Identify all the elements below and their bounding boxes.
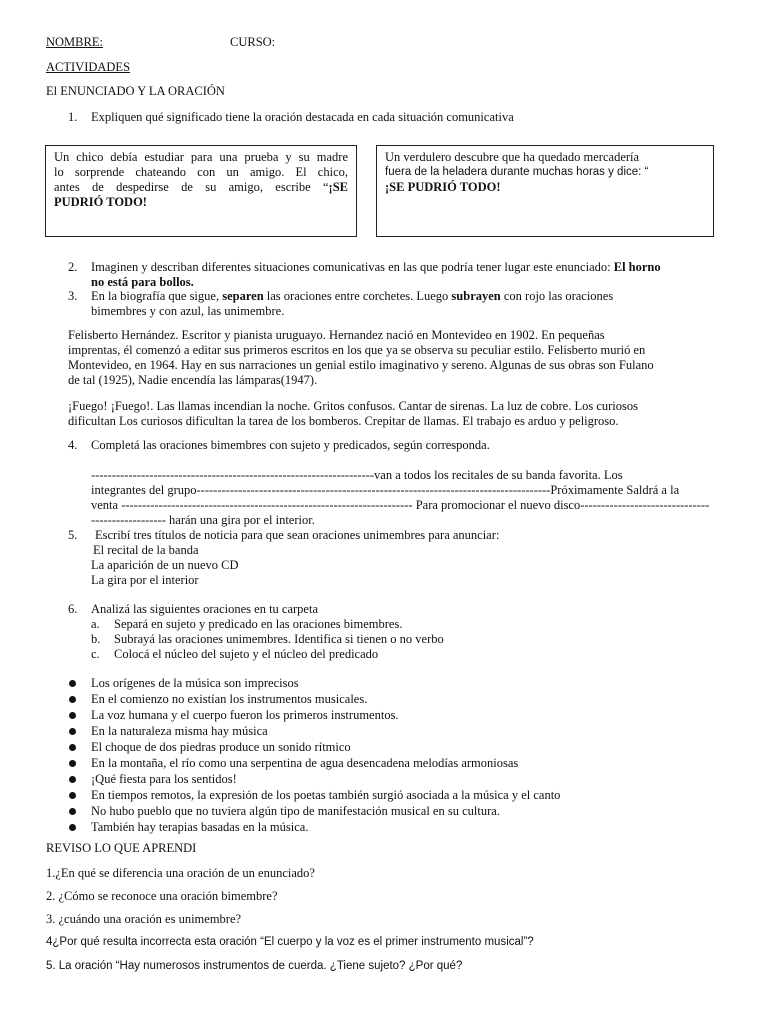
list-item [0,740,768,756]
bio-line: de tal (1925), Nadie encendía las lámparas(1947). [68,373,318,387]
q6-text: Analizá las siguientes oraciones en tu carpeta [91,602,318,616]
q2-text [91,260,661,275]
list-item-text: No hubo pueblo que no tuviera algún tipo de manifestación musical en su cultura. [91,804,500,818]
list-item-text: El choque de dos piedras produce un sonido rítmico [91,740,351,754]
q4-text: Completá las oraciones bimembres con sujeto y predicados, según corresponda. [91,438,490,452]
list-item [0,724,768,740]
list-item-text: También hay terapias basadas en la música. [91,820,309,834]
bullet-dot [69,792,76,799]
review-question: 3. ¿cuándo una oración es unimembre? [46,912,242,926]
name-label: NOMBRE: [46,35,103,49]
review-question: 5. La oración “Hay numerosos instrumentos de cuerda. ¿Tiene sujeto? ¿Por qué? [46,960,463,972]
fill-in-line: integrantes del grupo-------------------------------------------------------------------------------------Próximamente Saldrá a la [91,483,680,497]
course-label: CURSO: [230,35,276,49]
q5-text: Escribí tres títulos de noticia para que sean oraciones unimembres para anunciar: [95,528,500,542]
q6-sub-text: Colocá el núcleo del sujeto y el núcleo del predicado [114,647,379,661]
q3-bold: subrayen [451,289,501,303]
q5-item: La gira por el interior [91,573,199,587]
q2-text-part: Imaginen y describan diferentes situaciones comunicativas en las que podría tener lugar este enunciado: [91,260,611,274]
box-left-line-part: antes de despedirse de su amigo, escribe “ [54,180,329,194]
q2-bold-phrase-cont: no está para bollos. [91,275,194,289]
q3-bold: separen [222,289,264,303]
q6-sub-letter: b. [91,632,101,646]
list-item-text: Los orígenes de la música son imprecisos [91,676,299,690]
highlighted-phrase: PUDRIÓ TODO! [54,195,147,209]
situation-box-left [45,145,357,237]
bio-line: imprentas, él comenzó a editar sus primeros escritos en los que ya se observa su peculiar estilo. Felisberto murió en [68,343,646,357]
list-item [0,756,768,772]
q3-part: con rojo las oraciones [503,289,614,303]
bullet-dot [69,680,76,687]
bullet-dot [69,808,76,815]
activities-title: ACTIVIDADES [46,60,131,74]
box-left-line: Un chico debía estudiar para una prueba y su madre [54,150,348,164]
box-left-line [54,180,348,195]
bullet-dot [69,696,76,703]
list-item [0,692,768,708]
q5-item: La aparición de un nuevo CD [91,558,239,572]
list-item [0,676,768,692]
bullet-dot [69,744,76,751]
q2-bold-phrase: El horno [613,260,661,274]
fill-in-line: --------------------------------------------------------------------van a todos los recitales de su banda favorita. Los [91,468,623,482]
review-question: 2. ¿Cómo se reconoce una oración bimembre? [46,889,278,903]
bio-line: Montevideo, en 1964. Hay en sus narraciones un genial estilo imaginativo y sereno. Algunas de sus obras son Fulano [68,358,654,372]
review-question: 1.¿En qué se diferencia una oración de un enunciado? [46,866,315,880]
fill-in-line: ------------------ harán una gira por el interior. [91,513,315,527]
list-item [0,820,768,836]
list-item-text: La voz humana y el cuerpo fueron los primeros instrumentos. [91,708,399,722]
fill-in-line: venta ---------------------------------------------------------------------- Para promocionar el nuevo disco------------------------------- [91,498,710,512]
q3-number: 3. [68,289,78,303]
q6-number: 6. [68,602,78,616]
fire-paragraph-line: dificultan Los curiosos dificultan la tarea de los bomberos. Crepitar de llamas. El trabajo es arduo y peligroso. [68,414,619,428]
list-item-text: En la montaña, el río como una serpentina de agua desencadena melodías armoniosas [91,756,519,770]
situation-box-right [376,145,714,237]
sentence-bullet-list [0,676,768,836]
box-right-line: Un verdulero descubre que ha quedado mercadería [385,150,640,164]
bullet-dot [69,824,76,831]
q6-sub-letter: a. [91,617,100,631]
q5-item: El recital de la banda [93,543,199,557]
bullet-dot [69,728,76,735]
review-title: REVISO LO QUE APRENDI [46,841,197,855]
q4-number: 4. [68,438,78,452]
highlighted-phrase: ¡SE [328,180,348,194]
bio-line: Felisberto Hernández. Escritor y pianista uruguayo. Hernandez nació en Montevideo en 1902. En pequeñas [68,328,605,342]
q3-part: En la biografía que sigue, [91,289,220,303]
bullet-dot [69,712,76,719]
review-question: 4¿Por qué resulta incorrecta esta oración “El cuerpo y la voz es el primer instrumento musical”? [46,936,534,948]
list-item [0,772,768,788]
fire-paragraph-line: ¡Fuego! ¡Fuego!. Las llamas incendian la noche. Gritos confusos. Cantar de sirenas. La luz de cobre. Los curiosos [68,399,638,413]
list-item-text: En el comienzo no existían los instrumentos musicales. [91,692,368,706]
q3-text-cont: bimembres y con azul, las unimembre. [91,304,285,318]
q3-part: las oraciones entre corchetes. Luego [266,289,449,303]
list-item [0,788,768,804]
q3-text [91,289,613,304]
list-item-text: En tiempos remotos, la expresión de los poetas también surgió asociada a la música y el canto [91,788,561,802]
section-title: El ENUNCIADO Y LA ORACIÓN [46,84,225,98]
bullet-dot [69,760,76,767]
list-item [0,708,768,724]
q6-sub-letter: c. [91,647,100,661]
box-right-line: fuera de la heladera durante muchas horas y dice: “ [385,166,649,178]
list-item [0,804,768,820]
q1-text: Expliquen qué significado tiene la oración destacada en cada situación comunicativa [91,110,514,124]
q2-number: 2. [68,260,78,274]
q6-sub-text: Separá en sujeto y predicado en las oraciones bimembres. [114,617,403,631]
list-item-text: ¡Qué fiesta para los sentidos! [91,772,237,786]
box-left-line: lo sorprende chateando con un amigo. El chico, [54,165,348,179]
q6-sub-text: Subrayá las oraciones unimembres. Identifica si tienen o no verbo [114,632,444,646]
bullet-dot [69,776,76,783]
list-item-text: En la naturaleza misma hay música [91,724,268,738]
highlighted-phrase: ¡SE PUDRIÓ TODO! [385,180,501,194]
q5-number: 5. [68,528,78,542]
q1-number: 1. [68,110,78,124]
